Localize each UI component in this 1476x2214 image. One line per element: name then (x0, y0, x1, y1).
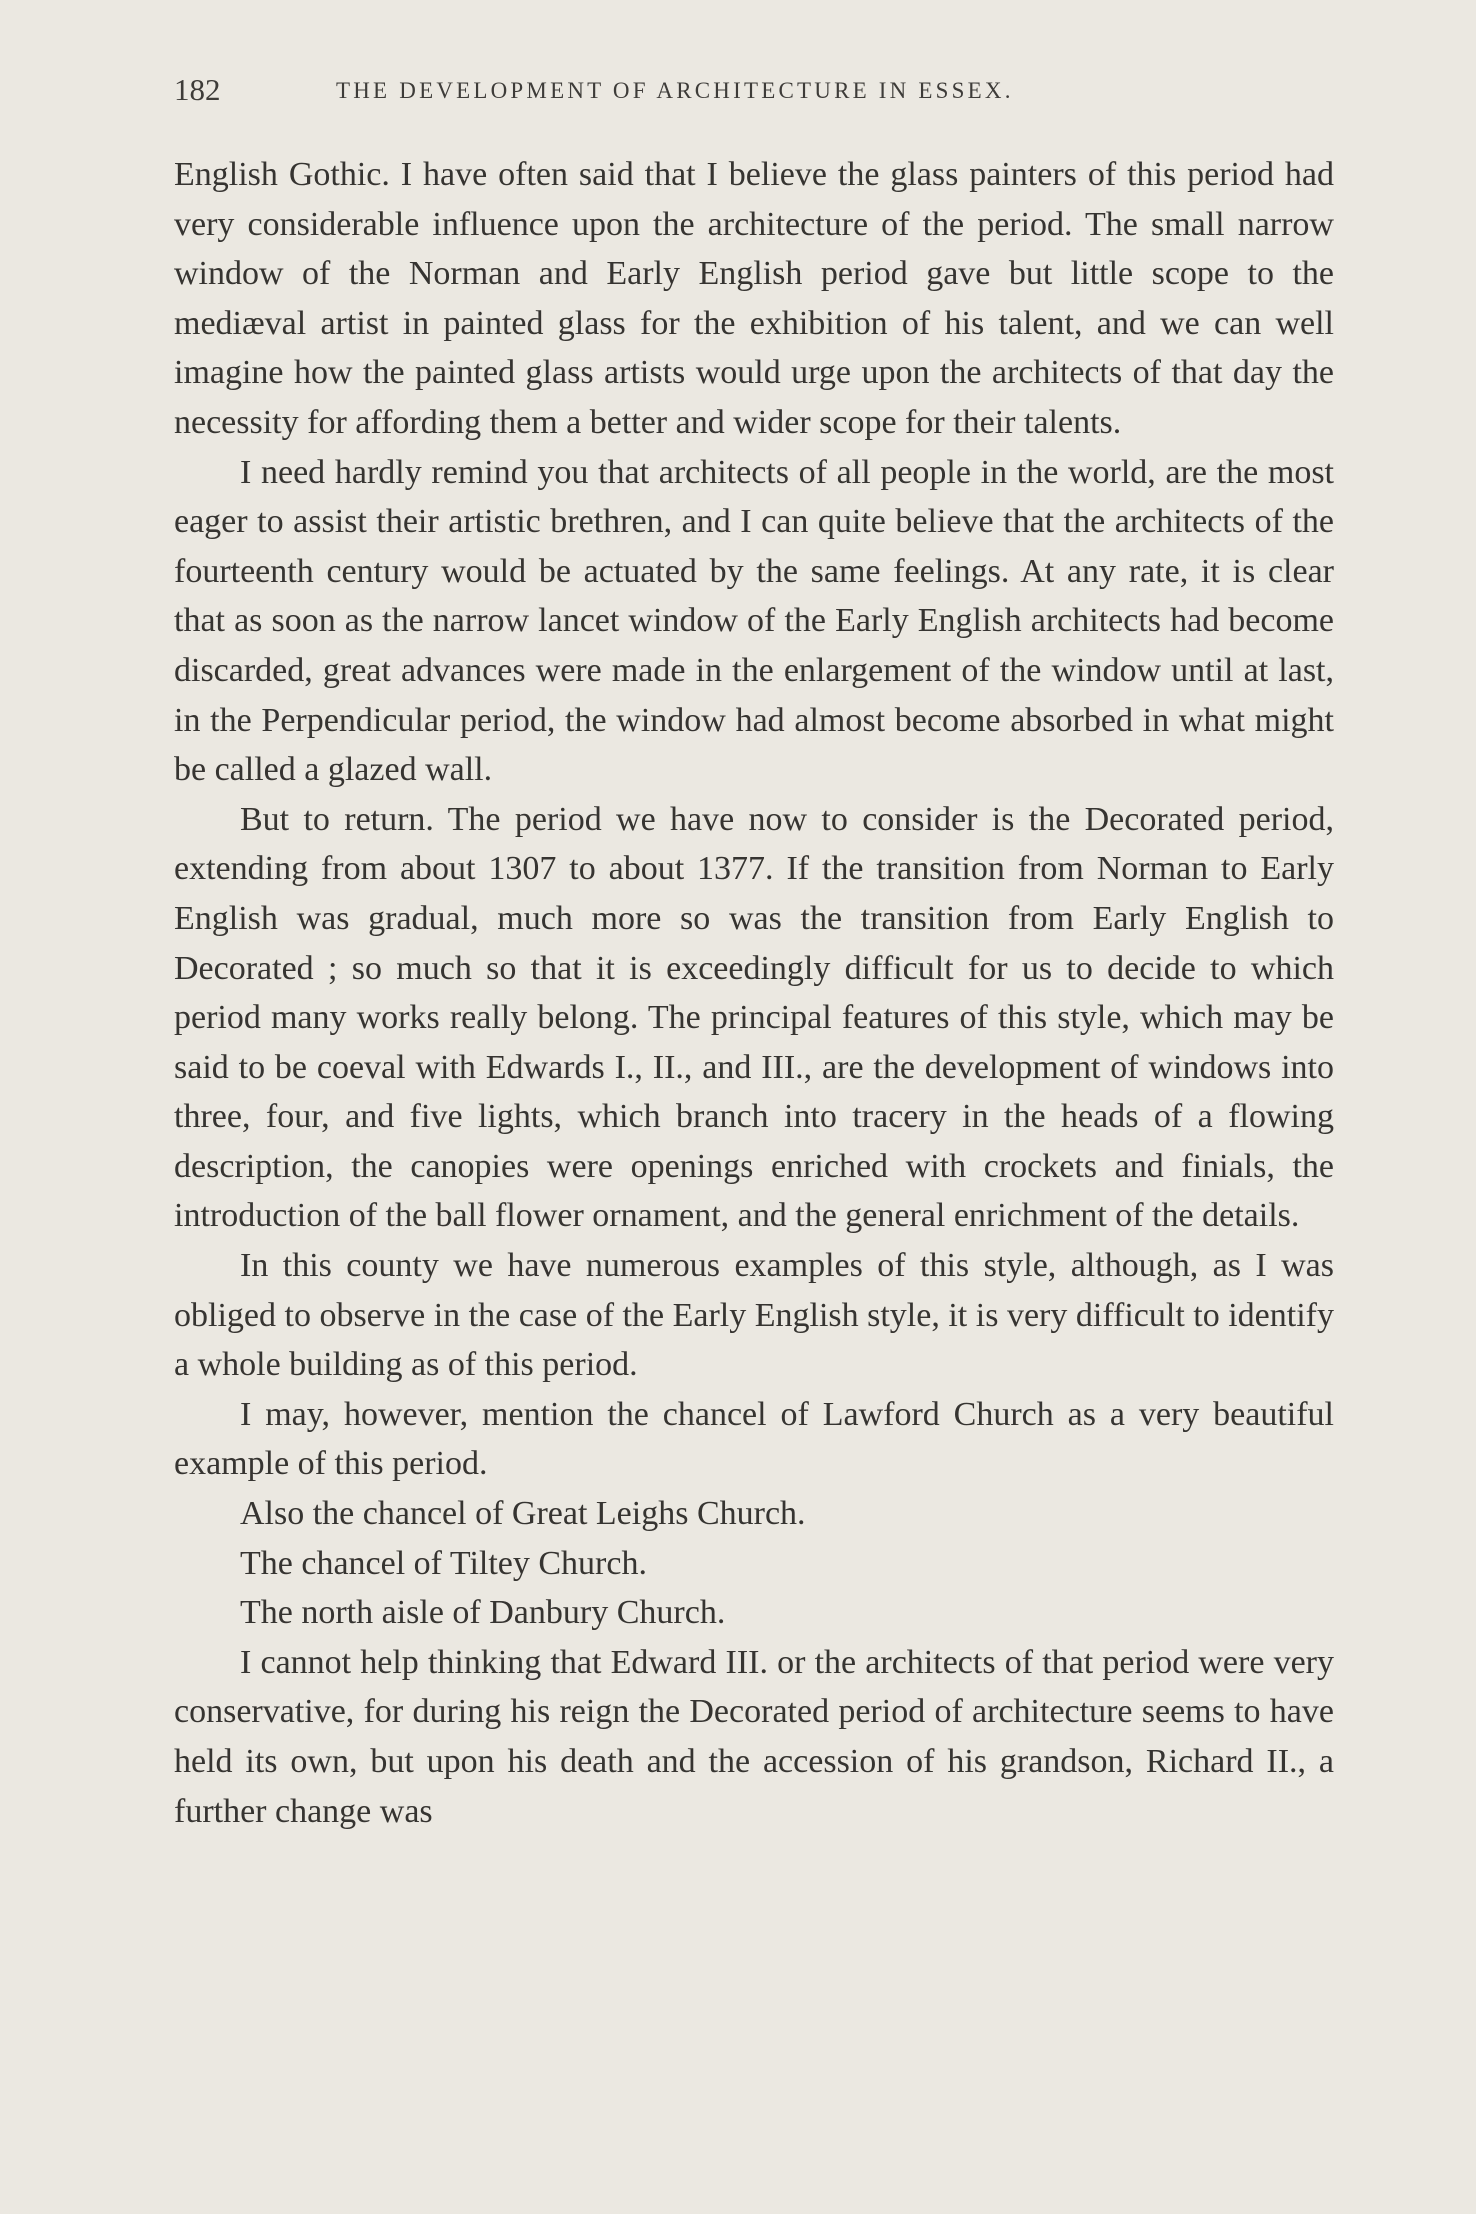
paragraph: I need hardly remind you that architects of all people in the world, are the most eager to assist their artistic brethren, and I can quite believe that the architects of the fourteenth century would be actuated by the same feelings. At any rate, it is clear that as soon as the narrow lancet window of the Early English architects had become discarded, great advances were made in the enlargement of the window until at last, in the Perpendicular period, the window had almost become absorbed in what might be called a glazed wall. (174, 453, 1334, 789)
paragraph: The chancel of Tiltey Church. (240, 1544, 647, 1582)
paragraph: The north aisle of Danbury Church. (240, 1594, 726, 1632)
body-text (174, 150, 1334, 1836)
page-number: 182 (174, 72, 221, 107)
paragraph: Also the chancel of Great Leighs Church. (240, 1495, 806, 1533)
paragraph: In this county we have numerous examples of this style, although, as I was obliged to observe in the case of the Early English style, it is very difficult to identify a whole building as of this period. (174, 1247, 1334, 1384)
paragraph: I may, however, mention the chancel of Lawford Church as a very beautiful example of this period. (174, 1395, 1334, 1483)
paragraph: English Gothic. I have often said that I believe the glass painters of this period had very considerable influence upon the architecture of the period. The small narrow window of the Norman and Early English period gave but little scope to the mediæval artist in painted glass for the exhibition of his talent, and we can well imagine how the painted glass artists would urge upon the architects of that day the necessity for affording them a better and wider scope for their talents. (174, 156, 1334, 441)
page-header (174, 72, 1334, 112)
paragraph: But to return. The period we have now to consider is the Decorated period, extending from about 1307 to about 1377. If the transition from Norman to Early English was gradual, much more so was the transition from Early English to Decorated ; so much so that it is exceedingly difficult for us to decide to which period many works really belong. The principal features of this style, which may be said to be coeval with Edwards I., II., and III., are the development of windows into three, four, and five lights, which branch into tracery in the heads of a flowing description, the canopies were openings enriched with crockets and finials, the introduction of the ball flower ornament, and the general enrichment of the details. (174, 800, 1334, 1235)
paragraph: I cannot help thinking that Edward III. or the architects of that period were very conservative, for during his reign the Decorated period of architecture seems to have held its own, but upon his death and the accession of his grandson, Richard II., a further change was (174, 1643, 1334, 1830)
running-title: THE DEVELOPMENT OF ARCHITECTURE IN ESSEX. (336, 78, 1014, 103)
